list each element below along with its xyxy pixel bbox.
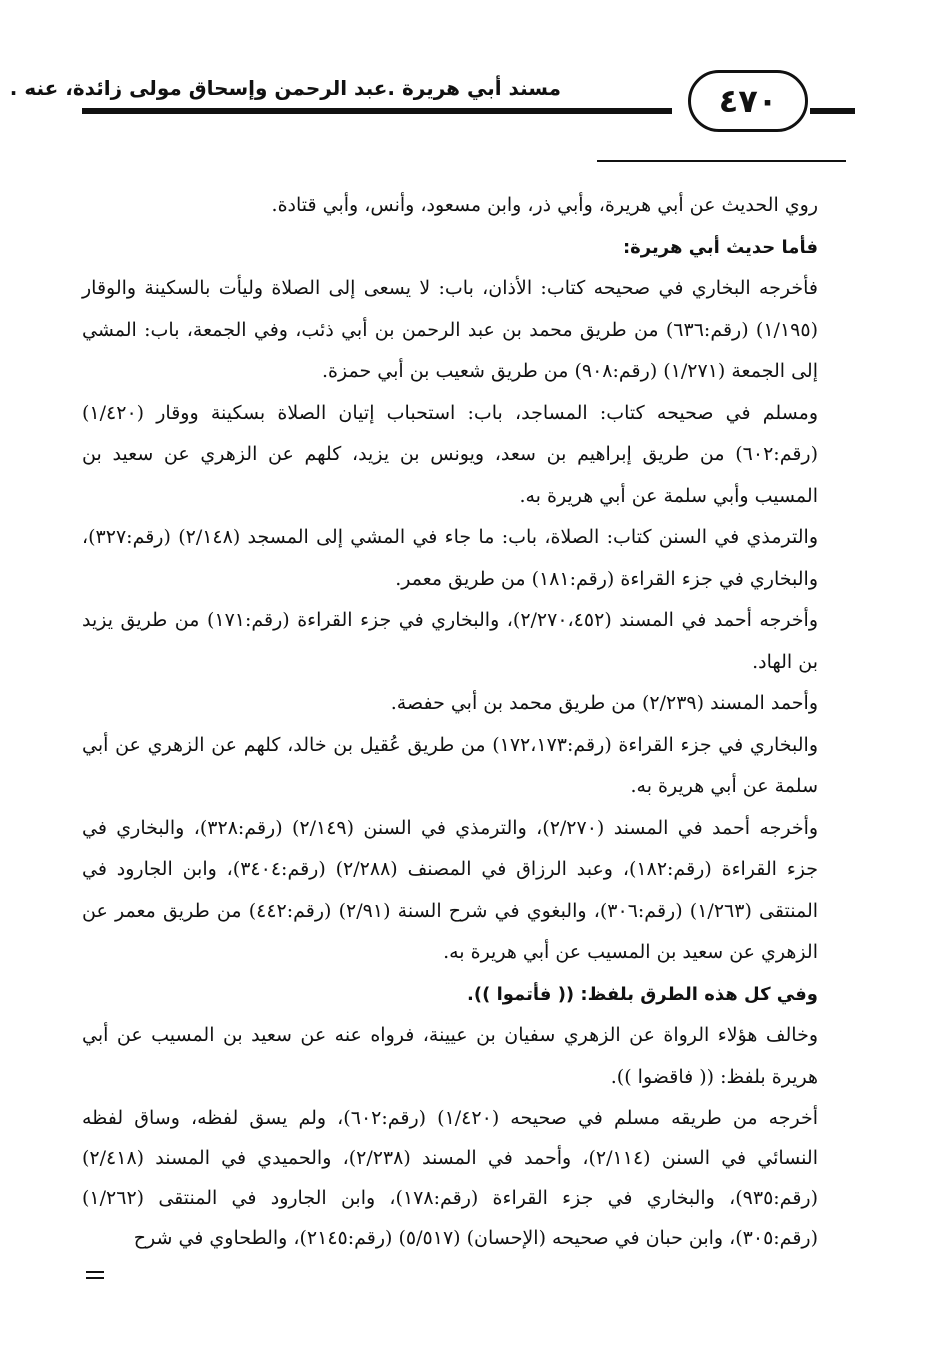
paragraph: وأخرجه أحمد في المسند (٢/٢٧٠،٤٥٢)، والبخاري في جزء القراءة (رقم:١٧١) من طريق يزيد بن الهاد. [82,609,819,673]
page-number-badge [688,70,808,132]
paragraph: فأخرجه البخاري في صحيحه كتاب: الأذان، باب: لا يسعى إلى الصلاة وليأت بالسكينة والوقار (١/١٩٥) (رقم:٦٣٦) من طريق محمد بن عبد الرحمن بن أبي ذئب، وفي الجمعة، باب: المشي إلى الجمعة (١/٢٧١) (رقم:٩٠٨) من طريق شعيب بن أبي حمزة. [82,277,818,382]
section-heading: وفي كل هذه الطرق بلفظ: (( فأتموا )). [467,983,818,1005]
continuation-mark [86,1271,104,1281]
paragraph: وأحمد المسند (٢/٢٣٩) من طريق محمد بن أبي حفصة. [390,692,818,714]
header-rule-left [82,108,672,114]
section-heading: فأما حديث أبي هريرة: [622,236,818,258]
paragraph: وخالف هؤلاء الرواة عن الزهري سفيان بن عيينة، فرواه عنه عن سعيد بن المسيب عن أبي هريرة بلفظ: (( فاقضوا )). [82,1024,818,1088]
page-body [82,185,818,1258]
page-number: ٤٧٠ [718,82,778,120]
paragraph: أخرجه من طريقه مسلم في صحيحه (١/٤٢٠) (رقم:٦٠٢)، ولم يسق لفظه، وساق لفظه النسائي في السنن (٢/١١٤)، وأحمد في المسند (٢/٢٣٨)، والحميدي في المسند (٢/٤١٨) (رقم:٩٣٥)، والبخاري في جزء القراءة (رقم:١٧٨)، وابن الجارود في المنتقى (١/٢٦٢) (رقم:٣٠٥)، وابن حبان في صحيحه (الإحسان) (٥/٥١٧) (رقم:٢١٤٥)، والطحاوي في شرح [82,1107,819,1249]
footnote-separator-rule [597,160,846,162]
page-header [0,0,946,160]
paragraph: روي الحديث عن أبي هريرة، وأبي ذر، وابن مسعود، وأنس، وأبي قتادة. [271,194,818,216]
paragraph: والترمذي في السنن كتاب: الصلاة، باب: ما جاء في المشي إلى المسجد (٢/١٤٨) (رقم:٣٢٧)، والبخاري في جزء القراءة (رقم:١٨١) من طريق معمر. [82,526,819,590]
header-rule-right [810,108,855,114]
paragraph: والبخاري في جزء القراءة (رقم:١٧٢،١٧٣) من طريق عُقيل بن خالد، كلهم عن الزهري عن أبي سلمة عن أبي هريرة به. [82,733,818,797]
paragraph: وأخرجه أحمد في المسند (٢/٢٧٠)، والترمذي في السنن (٢/١٤٩) (رقم:٣٢٨)، والبخاري في جزء القراءة (رقم:١٨٢)، وعبد الرزاق في المصنف (٢/٢٨٨) (رقم:٣٤٠٤)، وابن الجارود في المنتقى (١/٢٦٣) (رقم:٣٠٦)، والبغوي في شرح السنة (٢/٩١) (رقم:٤٤٢) من طريق معمر عن الزهري عن سعيد بن المسيب عن أبي هريرة به. [82,816,819,963]
running-title: مسند أبي هريرة .عبد الرحمن وإسحاق مولى زائدة، عنه . [9,76,561,100]
paragraph: ومسلم في صحيحه كتاب: المساجد، باب: استحباب إتيان الصلاة بسكينة ووقار (١/٤٢٠) (رقم:٦٠٢) من طريق إبراهيم بن سعد، ويونس بن يزيد، كلهم عن الزهري عن سعيد بن المسيب وأبي سلمة عن أبي هريرة به. [82,401,819,507]
